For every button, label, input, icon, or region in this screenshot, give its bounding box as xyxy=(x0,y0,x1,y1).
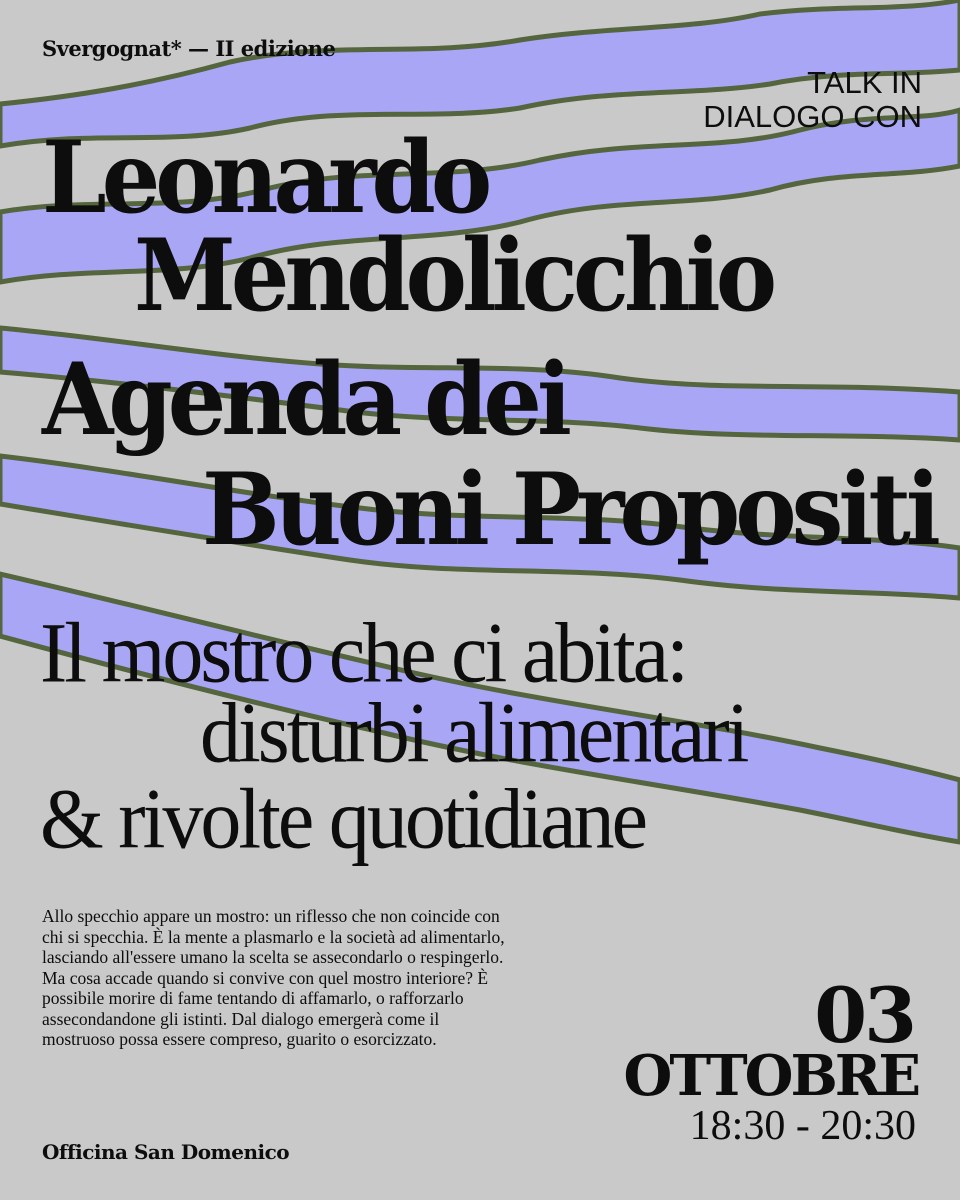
organization-line-1: Agenda dei xyxy=(42,341,567,458)
talk-title-line-1: Il mostro che ci abita: xyxy=(40,604,686,701)
talk-title-line-2: disturbi alimentari xyxy=(200,684,747,781)
format-line-2: DIALOGO CON xyxy=(703,99,922,134)
event-format-label xyxy=(703,66,922,134)
edition-label: Svergognat* — II edizione xyxy=(42,36,336,61)
event-description: Allo specchio appare un mostro: un riflesso che non coincide con chi si specchia. È la mente a plasmarlo e la società ad alimentarlo, lasciando all'essere umano la scelta se assecondarlo o respingerlo. Ma cosa accade quando si convive con quel mostro interiore? È possibile morire di fame tentando di affamarlo, o rafforzarlo assecondandone gli istinti. Dal dialogo emergerà come il mostruoso possa essere compreso, guarito o esorcizzato. xyxy=(42,906,505,1049)
talk-title-line-3: & rivolte quotidiane xyxy=(40,770,645,867)
event-time: 18:30 - 20:30 xyxy=(689,1103,916,1149)
venue-label: Officina San Domenico xyxy=(42,1140,290,1164)
guest-last-name: Mendolicchio xyxy=(134,217,773,334)
event-month: OTTOBRE xyxy=(623,1043,918,1109)
guest-first-name: Leonardo xyxy=(42,119,488,236)
organization-line-2: Buoni Propositi xyxy=(202,451,936,568)
event-day: 03 xyxy=(814,971,914,1060)
format-line-1: TALK IN xyxy=(807,65,922,100)
